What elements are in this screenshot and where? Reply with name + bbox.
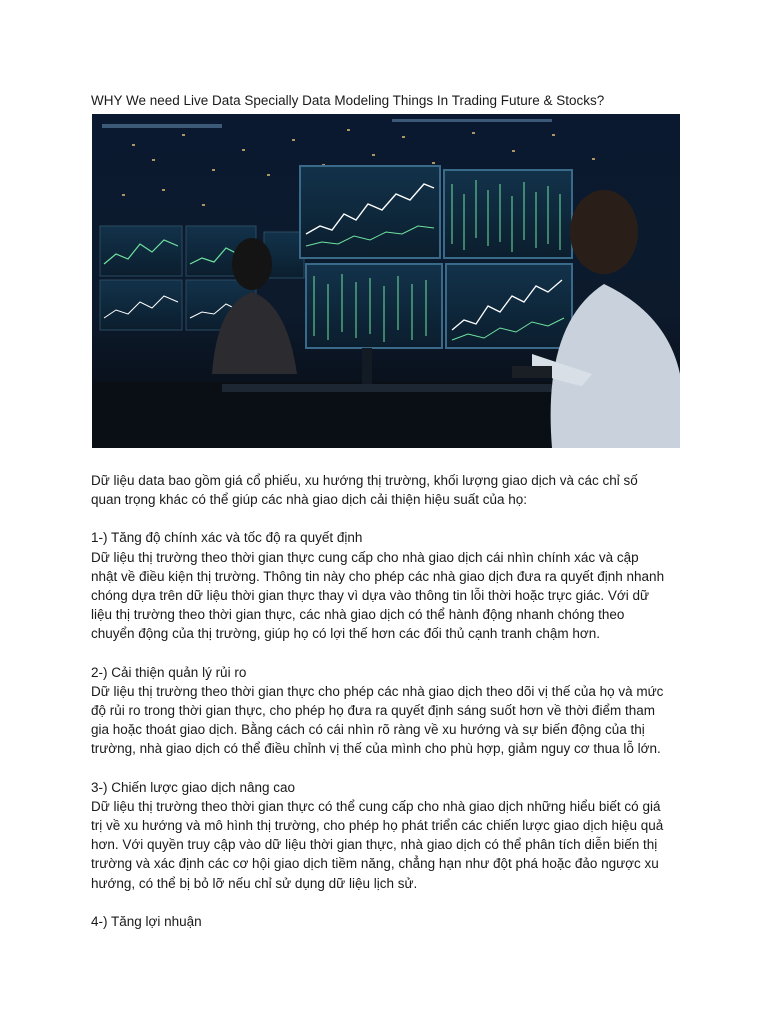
body-line: chóng dựa trên dữ liệu thời gian thực thay vì dựa vào thông tin lỗi thời hoặc trực giác. Với dữ bbox=[91, 588, 650, 604]
body-line: trường, nhà giao dịch có thể điều chỉnh vị thế của mình cho phù hợp, giảm nguy cơ thua lỗ lớn. bbox=[91, 741, 661, 757]
body-line: trường và xác định các cơ hội giao dịch tiềm năng, chẳng hạn như đột phá hoặc đảo ngược xu bbox=[91, 856, 659, 872]
section-2-body bbox=[91, 682, 691, 759]
body-line: liệu thị trường theo thời gian thực, các nhà giao dịch có thể hành động nhanh chóng theo bbox=[91, 607, 625, 623]
section-1-heading: 1-) Tăng độ chính xác và tốc độ ra quyết định bbox=[91, 530, 363, 546]
section-3-body bbox=[91, 797, 691, 893]
intro-paragraph bbox=[91, 471, 691, 509]
section-1-body bbox=[91, 548, 691, 644]
section-4-heading: 4-) Tăng lợi nhuận bbox=[91, 913, 202, 929]
intro-line: Dữ liệu data bao gồm giá cổ phiếu, xu hướng thị trường, khối lượng giao dịch và các chỉ số bbox=[91, 473, 638, 488]
body-line: độ rủi ro trong thời gian thực, cho phép họ đưa ra quyết định sáng suốt hơn về thời điểm tham bbox=[91, 703, 655, 719]
section-2-heading: 2-) Cải thiện quản lý rủi ro bbox=[91, 664, 247, 680]
body-line: hơn. Với quyền truy cập vào dữ liệu thời gian thực, nhà giao dịch có thể phân tích diễn biến thị bbox=[91, 837, 658, 853]
section-3-heading: 3-) Chiến lược giao dịch nâng cao bbox=[91, 779, 296, 795]
body-line: Dữ liệu thị trường theo thời gian thực có thể cung cấp cho nhà giao dịch những hiểu biết có giá bbox=[91, 798, 661, 814]
document-body bbox=[91, 471, 691, 931]
body-line: nhật về điều kiện thị trường. Thông tin này cho phép các nhà giao dịch đưa ra quyết định nhanh bbox=[91, 568, 665, 584]
intro-line: quan trọng khác có thể giúp các nhà giao dịch cải thiện hiệu suất của họ: bbox=[91, 492, 528, 508]
trading-desk-photo bbox=[92, 114, 680, 448]
body-line: chuyển động của thị trường, giúp họ có lợi thế hơn các đối thủ cạnh tranh chậm hơn. bbox=[91, 626, 601, 642]
body-line: Dữ liệu thị trường theo thời gian thực cho phép các nhà giao dịch theo dõi vị thế của họ và mức bbox=[91, 683, 664, 699]
body-line: trị về xu hướng và mô hình thị trường, cho phép họ phát triển các chiến lược giao dịch hiệu quả bbox=[91, 818, 664, 834]
document-title: WHY We need Live Data Specially Data Modeling Things In Trading Future & Stocks? bbox=[91, 93, 605, 108]
body-line: Dữ liệu thị trường theo thời gian thực cung cấp cho nhà giao dịch cái nhìn chính xác và cập bbox=[91, 549, 639, 565]
body-line: gia hoặc thoát giao dịch. Bằng cách có cái nhìn rõ ràng về xu hướng và sự biến động của thị bbox=[91, 722, 645, 738]
body-line: hướng, có thể bị bỏ lỡ nếu chỉ sử dụng dữ liệu lịch sử. bbox=[91, 875, 418, 891]
